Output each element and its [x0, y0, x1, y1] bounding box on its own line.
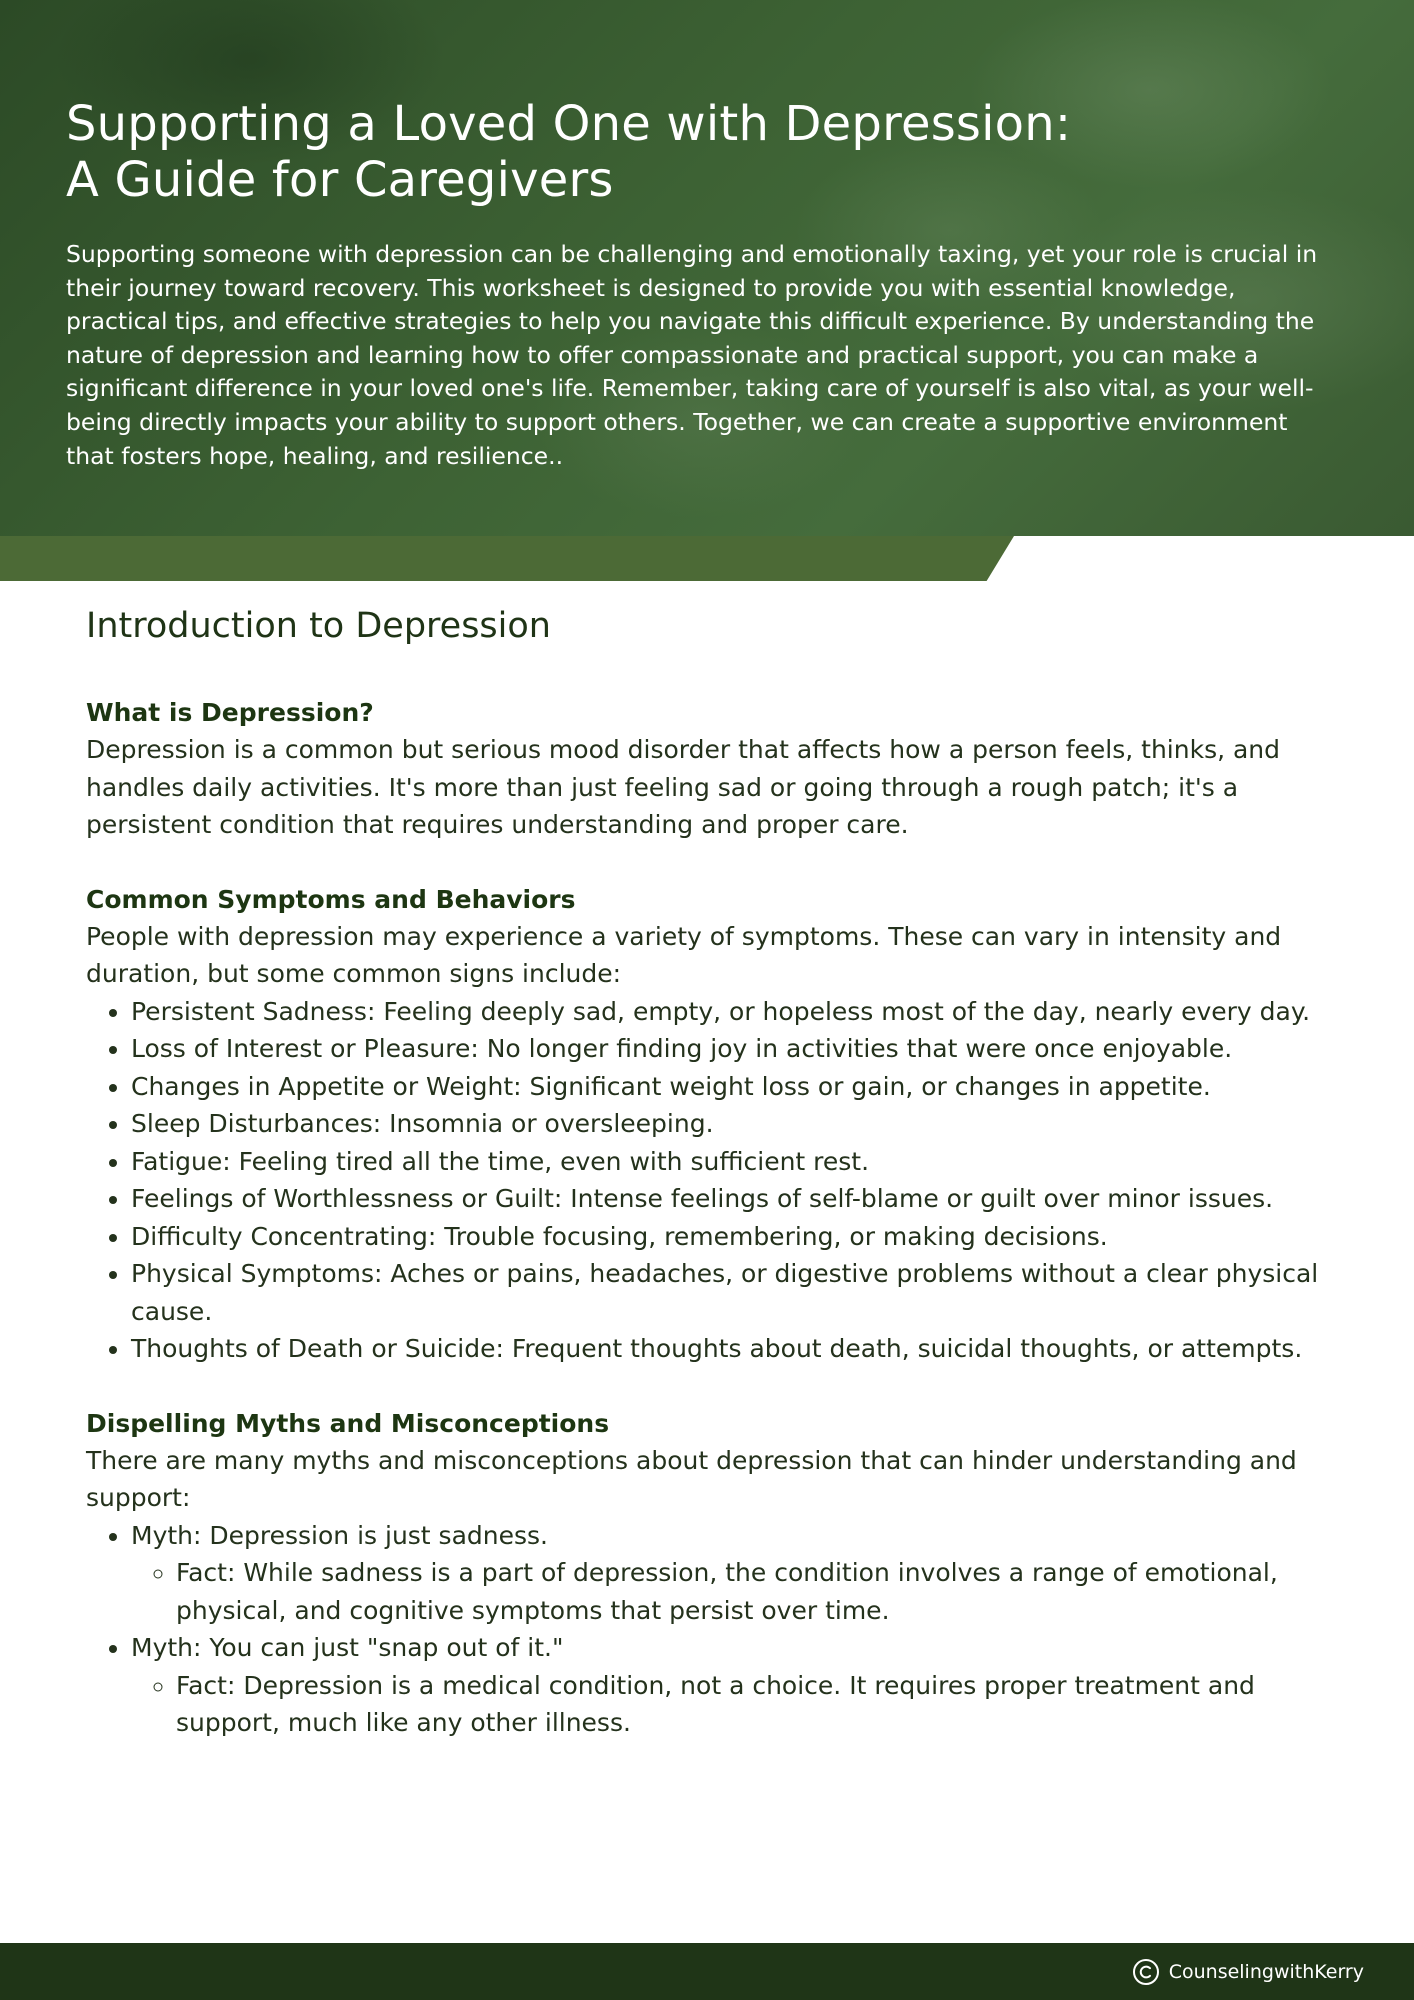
intro-paragraph: Supporting someone with depression can be challenging and emotionally taxing, yet your role is crucial in their journey toward recovery. This worksheet is designed to provide you with essential knowledge, practical tips, and effective strategies to help you navigate this difficult experience. By understanding the nature of depression and learning how to offer compassionate and practical support, you can make a significant difference in your loved one's life. Remember, taking care of yourself is also vital, as your well-being directly impacts your ability to support others. Together, we can create a supportive environment that fosters hope, healing, and resilience..: [66, 240, 1318, 470]
symptom-item: • Difficulty Concentrating: Trouble focusing, remembering, or making decisions.: [131, 1218, 1336, 1256]
header-banner: [0, 0, 1414, 536]
what-is-depression-block: [86, 694, 1336, 844]
fact-list: [131, 1667, 1336, 1742]
main-content: [86, 600, 1336, 1779]
page-title-line-1: Supporting a Loved One with Depression:: [66, 96, 1072, 152]
symptom-item: • Physical Symptoms: Aches or pains, headaches, or digestive problems without a clear physical cause.: [131, 1255, 1336, 1330]
fact-list: [131, 1554, 1336, 1629]
symptom-item: • Sleep Disturbances: Insomnia or oversleeping.: [131, 1105, 1336, 1143]
myth-text: Myth: Depression is just sadness.: [131, 1520, 548, 1550]
myths-block: [86, 1405, 1336, 1742]
symptoms-list: [86, 993, 1336, 1368]
symptom-item: • Feelings of Worthlessness or Guilt: Intense feelings of self-blame or guilt over minor issues.: [131, 1180, 1336, 1218]
myths-list: [86, 1517, 1336, 1742]
accent-band: [0, 536, 1014, 581]
fact-item: ◦ Fact: Depression is a medical condition, not a choice. It requires proper treatment and support, much like any other illness.: [176, 1667, 1336, 1742]
symptom-item: • Fatigue: Feeling tired all the time, even with sufficient rest.: [131, 1143, 1336, 1181]
myth-item: [131, 1629, 1336, 1742]
symptoms-heading: Common Symptoms and Behaviors: [86, 884, 576, 914]
what-is-depression-heading: What is Depression?: [86, 698, 374, 727]
copyright-icon: [1132, 1958, 1160, 1986]
myths-intro: There are many myths and misconceptions about depression that can hinder understanding and support:: [86, 1445, 1297, 1512]
fact-item: ◦ Fact: While sadness is a part of depression, the condition involves a range of emotional, physical, and cognitive symptoms that persist over time.: [176, 1554, 1336, 1629]
symptoms-block: [86, 881, 1336, 1368]
what-is-depression-text: Depression is a common but serious mood disorder that affects how a person feels, thinks, and handles daily activities. It's more than just feeling sad or going through a rough patch; it's a persistent condition that requires understanding and proper care.: [86, 735, 1281, 839]
symptom-item: • Thoughts of Death or Suicide: Frequent thoughts about death, suicidal thoughts, or attempts.: [131, 1330, 1336, 1368]
myth-item: [131, 1517, 1336, 1630]
myths-heading: Dispelling Myths and Misconceptions: [86, 1408, 610, 1438]
footer-bar: [0, 1943, 1414, 2000]
symptom-item: • Loss of Interest or Pleasure: No longer finding joy in activities that were once enjoyable.: [131, 1030, 1336, 1068]
symptoms-intro: People with depression may experience a variety of symptoms. These can vary in intensity and duration, but some common signs include:: [86, 921, 1282, 988]
page-title-line-2: A Guide for Caregivers: [66, 152, 614, 208]
symptom-item: • Changes in Appetite or Weight: Significant weight loss or gain, or changes in appetite.: [131, 1068, 1336, 1106]
page-title: [66, 96, 1316, 208]
brand-mark: [1132, 1957, 1364, 1987]
brand-name: CounselingwithKerry: [1168, 1961, 1364, 1983]
section-title: Introduction to Depression: [86, 606, 551, 646]
symptom-item: • Persistent Sadness: Feeling deeply sad, empty, or hopeless most of the day, nearly every day.: [131, 993, 1336, 1031]
myth-text: Myth: You can just "snap out of it.": [131, 1633, 564, 1662]
